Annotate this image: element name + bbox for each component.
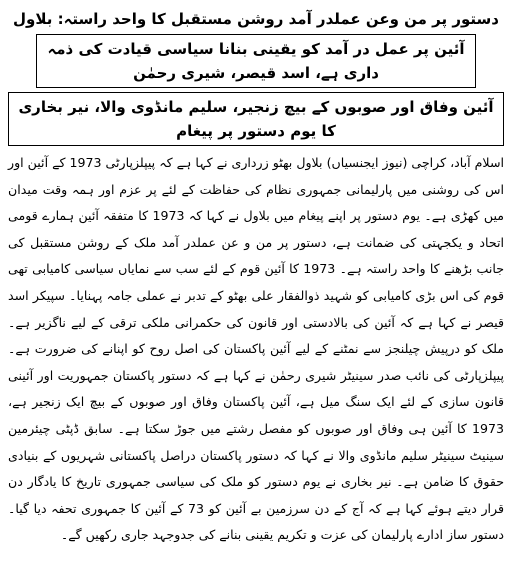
headline-block bbox=[8, 6, 504, 146]
sub-headline-2: آئین وفاق اور صوبوں کے بیچ زنجیر، سلیم مانڈوی والا، نیر بخاری کا یوم دستور پر پیغام bbox=[8, 92, 504, 146]
sub-headline-1: آئین پر عمل در آمد کو یقینی بنانا سیاسی قیادت کی ذمہ داری ہے، اسد قیصر، شیری رحمٰن bbox=[36, 34, 476, 88]
main-headline: دستور پر من وعن عملدر آمد روشن مستقبل کا واحد راستہ: بلاول bbox=[13, 10, 499, 28]
article-body: اسلام آباد، کراچی (نیوز ایجنسیاں) بلاول بھٹو زرداری نے کہا ہے کہ پیپلزپارٹی 1973 کے آئین اور اس کی روشنی میں پارلیمانی جمہوری نظام کی حفاظت کے لئے پر عزم اور ہمہ وقت میدان میں کھڑی ہے۔ یوم دستور پر اپنے پیغام میں بلاول نے کہا کہ 1973 کا متفقہ آئین ہمارے قومی اتحاد و یکجہتی کی ضمانت ہے، دستور پر من و عن عملدر آمد ملک کے روشن مستقبل کی جانب بڑھنے کا واحد راستہ ہے۔ 1973 کا آئین قوم کے لئے سب سے نمایاں سیاسی کامیابی تھی قوم کی اس بڑی کامیابی کو شہید ذوالفقار علی بھٹو کے تدبر نے عملی جامہ پہنایا۔ سپیکر اسد قیصر نے کہا ہے کہ آئین کی بالادستی اور قانون کی حکمرانی ملکی ترقی کے لیے ناگزیر ہے۔ ملک کو درپیش چیلنجز سے نمٹنے کے لیے آئین پاکستان کی اصل روح کو اپنانے کی ضرورت ہے۔ پیپلزپارٹی کی نائب صدر سینیٹر شیری رحمٰن نے کہا ہے کہ دستور پاکستان جمہوریت اور آئینی قانون سازی کے لئے ایک سنگ میل ہے، آئین پاکستان وفاق اور صوبوں کے بیچ ایک زنجیر ہے، 1973 کا آئین ہی وفاق اور صوبوں کو مفصل رشتے میں جوڑ سکتا ہے۔ سابق ڈپٹی چیئرمین سینیٹ سینیٹر سلیم مانڈوی والا نے کہا کہ دستور پاکستان دراصل پاکستانی شہریوں کے بنیادی حقوق کا ضامن ہے۔ نیر بخاری نے یوم دستور کو ملک کی سیاسی جمہوری تاریخ کا یادگار دن قرار دیتے ہوئے کہا ہے کہ آج کے دن سرزمین بے آئین کو 73 کے آئین کا جمہوری تحفہ دیا گیا۔ دستور ساز ادارے پارلیمان کی عزت و تکریم یقینی بنانے کی جدوجہد جاری رکھیں گے۔ bbox=[8, 155, 505, 543]
